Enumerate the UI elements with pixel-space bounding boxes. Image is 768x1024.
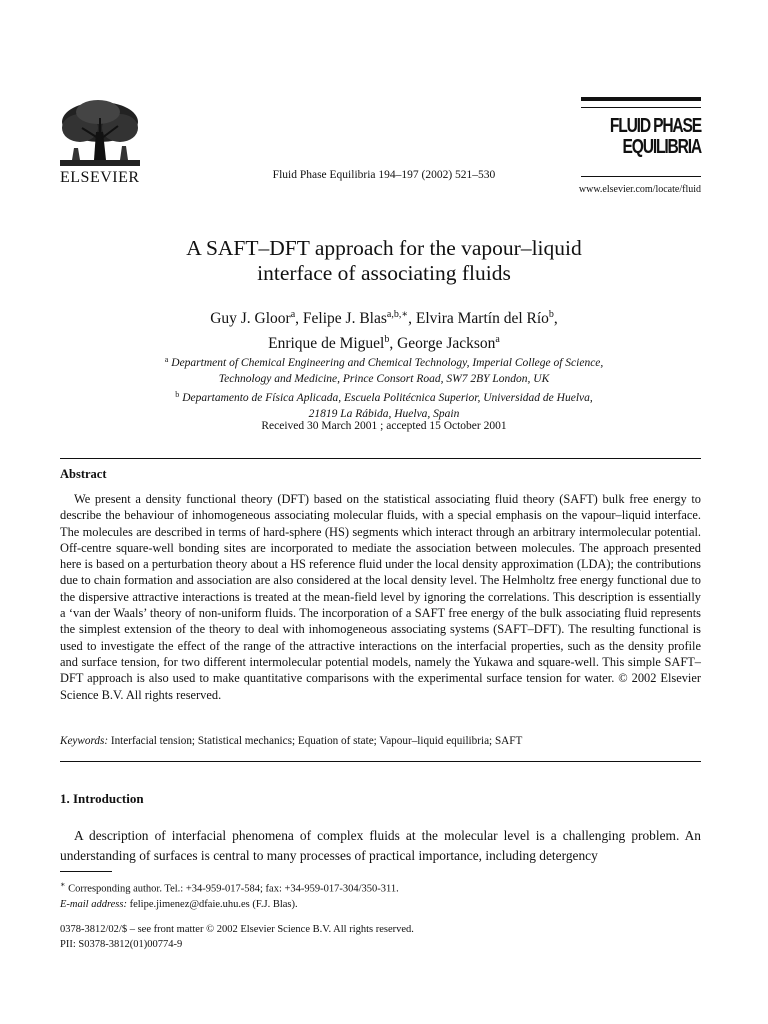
elsevier-tree-logo bbox=[58, 98, 142, 168]
footnotes bbox=[60, 877, 701, 912]
author-affiliation-mark: a bbox=[495, 334, 500, 345]
affiliation-text: 21819 La Rábida, Huelva, Spain bbox=[308, 408, 460, 420]
affiliation-text: Department of Chemical Engineering and Chemical Technology, Imperial College of Science, bbox=[171, 357, 604, 369]
corresponding-author: Corresponding author. Tel.: +34-959-017-584; fax: +34-959-017-304/350-311. bbox=[68, 883, 399, 895]
author-name: George Jackson bbox=[397, 335, 496, 352]
journal-logo-rule bbox=[581, 176, 701, 177]
author-affiliation-mark: b bbox=[384, 334, 390, 345]
affiliation-text: Technology and Medicine, Prince Consort Road, SW7 2BY London, UK bbox=[218, 373, 550, 385]
affiliation-mark: b bbox=[175, 390, 180, 399]
author-name: Guy J. Gloor bbox=[210, 310, 291, 327]
pii-line: PII: S0378-3812(01)00774-9 bbox=[60, 939, 183, 950]
copyright-line: 0378-3812/02/$ – see front matter © 2002 Elsevier Science B.V. All rights reserved. bbox=[60, 924, 414, 935]
affiliation-text: Departamento de Física Aplicada, Escuela Politécnica Superior, Universidad de Huelva, bbox=[182, 392, 593, 404]
author-name: Enrique de Miguel bbox=[268, 335, 385, 352]
introduction-heading: 1. Introduction bbox=[60, 791, 144, 806]
footnote-mark: ∗ bbox=[60, 880, 66, 889]
title-line: interface of associating fluids bbox=[257, 261, 511, 285]
email-address[interactable]: felipe.jimenez@dfaie.uhu.es (F.J. Blas). bbox=[129, 898, 298, 910]
copyright-block bbox=[60, 922, 701, 952]
journal-logo bbox=[607, 116, 701, 158]
section-divider bbox=[60, 761, 701, 762]
article-title bbox=[0, 236, 768, 286]
journal-url[interactable]: www.elsevier.com/locate/fluid bbox=[578, 184, 701, 195]
author-name: Felipe J. Blas bbox=[302, 310, 387, 327]
keywords-list: Interfacial tension; Statistical mechanics; Equation of state; Vapour–liquid equilibria; SAFT bbox=[110, 735, 523, 747]
introduction-text: A description of interfacial phenomena of complex fluids at the molecular level is a challenging problem. An understanding of surfaces is central to many processes of practical importance, including detergency bbox=[60, 828, 701, 863]
section-divider bbox=[60, 458, 701, 459]
email-label: E-mail address: bbox=[60, 898, 127, 910]
journal-logo-rule bbox=[581, 97, 701, 101]
title-line: A SAFT–DFT approach for the vapour–liquid bbox=[186, 236, 582, 260]
author-affiliation-mark: a,b,∗ bbox=[386, 309, 409, 320]
journal-reference: Fluid Phase Equilibria 194–197 (2002) 521–530 bbox=[272, 169, 496, 181]
footnote-divider bbox=[60, 871, 112, 872]
abstract-heading: Abstract bbox=[60, 467, 107, 481]
author-affiliation-mark: a bbox=[290, 309, 296, 320]
affiliation-mark: a bbox=[164, 355, 169, 364]
affiliations bbox=[0, 352, 768, 422]
received-dates: Received 30 March 2001 ; accepted 15 October 2001 bbox=[261, 420, 507, 432]
keywords bbox=[60, 735, 701, 747]
keywords-label: Keywords: bbox=[60, 735, 109, 747]
author-list: Guy J. Gloor$^a$, Felipe J. Blas$^{a,b,∗}$, Elvira Martín del Río$^b$, Enrique de Miguel$^b$, George Jackson$^a$ bbox=[210, 309, 558, 352]
author-affiliation-mark: b bbox=[548, 309, 554, 320]
journal-logo-rule bbox=[581, 107, 701, 108]
publisher-name: ELSEVIER bbox=[60, 169, 140, 186]
journal-logo-line: EQUILIBRIA bbox=[622, 136, 701, 158]
journal-logo-line: FLUID PHASE bbox=[609, 115, 701, 137]
author-name: Elvira Martín del Río bbox=[415, 310, 549, 327]
abstract-text: We present a density functional theory (DFT) based on the statistical associating fluid theory (SAFT) bulk free energy to describe the behaviour of inhomogeneous associating molecular fluids, with a special emphasis on the vapour–liquid interface. The molecules are described in terms of hard-sphere (HS) segments which interact through an arbitrary intermolecular potential. Off-centre square-well bonding sites are incorporated to mediate the association between molecules. The approach presented here is based on a perturbation theory about a HS reference fluid under the local density approximation (LDA); the contributions due to chain formation and association are also considered at the local density level. The Helmholtz free energy functional due to the dispersive attractive interactions is treated at the mean-field level by ignoring the correlations. This description is essentially a ‘van der Waals’ theory of non-uniform fluids. The incorporation of a SAFT free energy of the bulk associating fluid represents the simplest extension of the theory to deal with inhomogeneous associating systems (SAFT–DFT). The resulting functional is used to investigate the effect of the range of the attractive interactions on the interfacial properties, such as the density profile and surface tension, for two different intermolecular potential models, namely the Yukawa and square-well. This simple SAFT–DFT approach is also used to make quantitative comparisons with the experimental surface tension for water. © 2002 Elsevier Science B.V. All rights reserved. bbox=[60, 492, 701, 702]
